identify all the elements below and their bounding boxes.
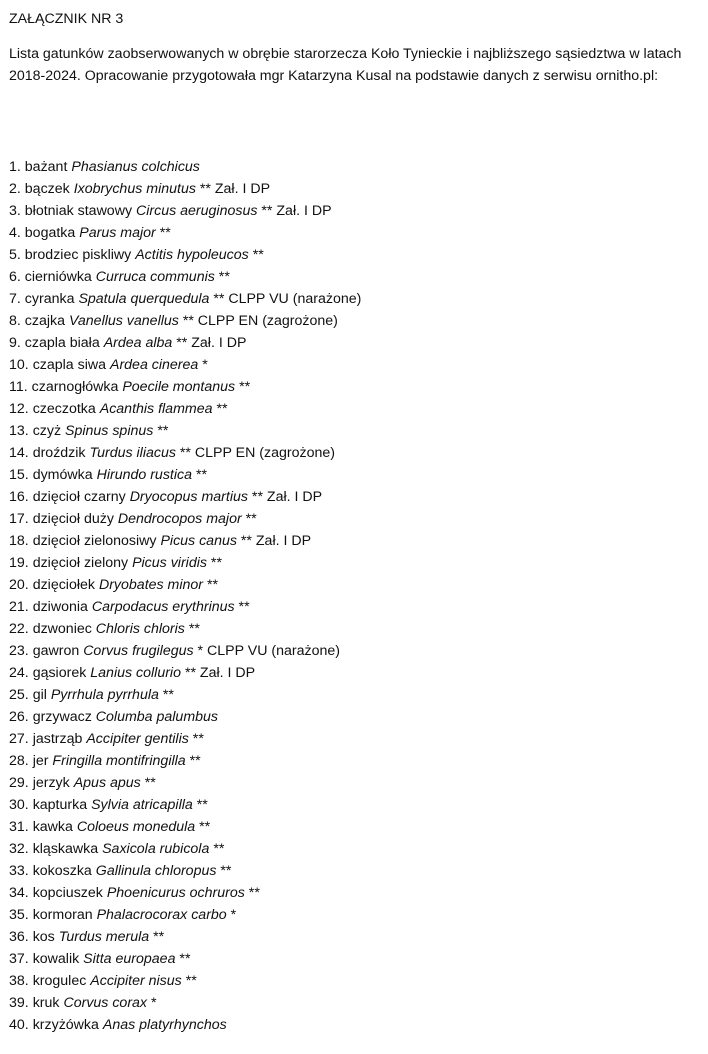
species-number: 30. xyxy=(9,797,29,813)
species-protection-note: ** xyxy=(159,225,171,241)
species-number: 13. xyxy=(9,423,29,439)
species-polish-name: kopciuszek xyxy=(32,885,103,901)
species-item xyxy=(9,244,361,266)
species-number: 5. xyxy=(9,247,21,263)
species-protection-note: ** xyxy=(218,269,230,285)
species-polish-name: kormoran xyxy=(32,907,93,923)
species-latin-name: Dendrocopos major xyxy=(117,511,242,527)
species-item xyxy=(9,772,361,794)
species-protection-note: ** xyxy=(195,467,207,483)
species-polish-name: kląskawka xyxy=(32,841,99,857)
species-latin-name: Accipiter gentilis xyxy=(86,731,189,747)
species-protection-note: ** Zał. I DP xyxy=(240,533,312,549)
species-number: 6. xyxy=(9,269,21,285)
species-polish-name: kos xyxy=(32,929,55,945)
species-polish-name: gawron xyxy=(32,643,80,659)
species-number: 18. xyxy=(9,533,29,549)
species-number: 38. xyxy=(9,973,29,989)
species-latin-name: Turdus iliacus xyxy=(89,445,176,461)
species-number: 3. xyxy=(9,203,21,219)
species-latin-name: Coloeus monedula xyxy=(76,819,196,835)
species-protection-note: ** xyxy=(210,555,222,571)
species-protection-note: ** xyxy=(192,731,204,747)
species-latin-name: Dryobates minor xyxy=(98,577,204,593)
species-number: 31. xyxy=(9,819,29,835)
species-item xyxy=(9,882,361,904)
species-number: 15. xyxy=(9,467,29,483)
species-item xyxy=(9,442,361,464)
species-number: 9. xyxy=(9,335,21,351)
species-latin-name: Spinus spinus xyxy=(65,423,154,439)
species-item xyxy=(9,156,361,178)
species-protection-note: ** xyxy=(185,973,197,989)
species-latin-name: Apus apus xyxy=(73,775,141,791)
species-latin-name: Phasianus colchicus xyxy=(71,159,200,175)
species-polish-name: jer xyxy=(32,753,49,769)
species-latin-name: Ardea cinerea xyxy=(109,357,199,373)
species-protection-note: ** xyxy=(153,929,165,945)
species-latin-name: Corvus corax xyxy=(63,995,148,1011)
appendix-heading: ZAŁĄCZNIK NR 3 xyxy=(9,11,124,27)
species-polish-name: brodziec piskliwy xyxy=(24,247,132,263)
species-polish-name: krogulec xyxy=(32,973,87,989)
species-item xyxy=(9,596,361,618)
species-item xyxy=(9,508,361,530)
species-latin-name: Columba palumbus xyxy=(95,709,219,725)
species-protection-note: ** xyxy=(248,885,260,901)
species-latin-name: Fringilla montifringilla xyxy=(52,753,186,769)
species-latin-name: Sitta europaea xyxy=(83,951,176,967)
species-item xyxy=(9,794,361,816)
species-item xyxy=(9,838,361,860)
species-number: 26. xyxy=(9,709,29,725)
species-protection-note: ** xyxy=(213,841,225,857)
species-number: 17. xyxy=(9,511,29,527)
species-protection-note: ** xyxy=(239,379,251,395)
species-latin-name: Curruca communis xyxy=(95,269,215,285)
species-polish-name: gil xyxy=(32,687,47,703)
species-polish-name: dzięcioł duży xyxy=(32,511,114,527)
species-item xyxy=(9,926,361,948)
species-number: 24. xyxy=(9,665,29,681)
species-polish-name: bączek xyxy=(24,181,70,197)
species-latin-name: Ixobrychus minutus xyxy=(73,181,196,197)
species-number: 10. xyxy=(9,357,29,373)
species-item xyxy=(9,288,361,310)
species-protection-note: * xyxy=(202,357,208,373)
species-number: 35. xyxy=(9,907,29,923)
species-number: 8. xyxy=(9,313,21,329)
species-protection-note: ** Zał. I DP xyxy=(251,489,323,505)
species-item xyxy=(9,376,361,398)
species-protection-note: ** xyxy=(207,577,219,593)
species-protection-note: ** xyxy=(199,819,211,835)
species-latin-name: Vanellus vanellus xyxy=(68,313,179,329)
species-polish-name: kowalik xyxy=(32,951,80,967)
species-number: 1. xyxy=(9,159,21,175)
species-item xyxy=(9,706,361,728)
species-number: 2. xyxy=(9,181,21,197)
species-polish-name: czyż xyxy=(32,423,62,439)
species-item xyxy=(9,398,361,420)
species-protection-note: ** CLPP EN (zagrożone) xyxy=(182,313,338,329)
species-polish-name: dziwonia xyxy=(32,599,88,615)
species-polish-name: dzięciołek xyxy=(32,577,95,593)
species-item xyxy=(9,728,361,750)
species-number: 29. xyxy=(9,775,29,791)
intro-paragraph: Lista gatunków zaobserwowanych w obrębie starorzecza Koło Tynieckie i najbliższego sąsiedztwa w latach 2018-2024. Opracowanie przygotowała mgr Katarzyna Kusal na podstawie danych z serwisu ornitho.pl: xyxy=(9,46,682,84)
species-latin-name: Turdus merula xyxy=(58,929,150,945)
species-protection-note: ** CLPP EN (zagrożone) xyxy=(179,445,335,461)
species-polish-name: bażant xyxy=(24,159,68,175)
species-item xyxy=(9,420,361,442)
species-latin-name: Spatula querquedula xyxy=(78,291,210,307)
species-protection-note: ** xyxy=(238,599,250,615)
species-number: 19. xyxy=(9,555,29,571)
species-item xyxy=(9,530,361,552)
species-item xyxy=(9,354,361,376)
species-item xyxy=(9,266,361,288)
species-number: 21. xyxy=(9,599,29,615)
species-polish-name: bogatka xyxy=(24,225,76,241)
species-polish-name: czarnogłówka xyxy=(31,379,119,395)
species-item xyxy=(9,948,361,970)
species-latin-name: Accipiter nisus xyxy=(90,973,182,989)
species-polish-name: dzięcioł zielonosiwy xyxy=(32,533,157,549)
species-item xyxy=(9,552,361,574)
species-polish-name: błotniak stawowy xyxy=(24,203,133,219)
species-polish-name: dzwoniec xyxy=(32,621,92,637)
species-item xyxy=(9,1014,361,1036)
species-number: 23. xyxy=(9,643,29,659)
species-polish-name: jastrząb xyxy=(32,731,83,747)
species-protection-note: ** xyxy=(179,951,191,967)
species-item xyxy=(9,816,361,838)
species-number: 33. xyxy=(9,863,29,879)
species-latin-name: Anas platyrhynchos xyxy=(102,1017,227,1033)
species-item xyxy=(9,662,361,684)
species-polish-name: dzięcioł czarny xyxy=(32,489,126,505)
species-protection-note: ** xyxy=(216,401,228,417)
species-protection-note: ** xyxy=(220,863,232,879)
species-polish-name: droździk xyxy=(32,445,86,461)
species-latin-name: Circus aeruginosus xyxy=(136,203,258,219)
species-latin-name: Dryocopus martius xyxy=(129,489,248,505)
species-item xyxy=(9,200,361,222)
species-latin-name: Hirundo rustica xyxy=(96,467,192,483)
species-number: 34. xyxy=(9,885,29,901)
species-number: 4. xyxy=(9,225,21,241)
species-polish-name: cierniówka xyxy=(24,269,92,285)
species-polish-name: kokoszka xyxy=(32,863,92,879)
species-number: 36. xyxy=(9,929,29,945)
species-item xyxy=(9,684,361,706)
species-item xyxy=(9,992,361,1014)
species-protection-note: ** Zał. I DP xyxy=(261,203,332,219)
species-number: 14. xyxy=(9,445,29,461)
species-item xyxy=(9,970,361,992)
species-latin-name: Chloris chloris xyxy=(95,621,185,637)
species-number: 12. xyxy=(9,401,29,417)
species-polish-name: kawka xyxy=(32,819,73,835)
species-item xyxy=(9,222,361,244)
species-protection-note: ** xyxy=(162,687,174,703)
species-item xyxy=(9,640,361,662)
species-protection-note: ** Zał. I DP xyxy=(199,181,271,197)
species-polish-name: krzyżówka xyxy=(32,1017,99,1033)
species-number: 40. xyxy=(9,1017,29,1033)
species-item xyxy=(9,574,361,596)
species-number: 27. xyxy=(9,731,29,747)
species-polish-name: czajka xyxy=(24,313,66,329)
species-item xyxy=(9,904,361,926)
species-protection-note: ** Zał. I DP xyxy=(176,335,247,351)
species-item xyxy=(9,618,361,640)
species-polish-name: gąsiorek xyxy=(32,665,87,681)
species-latin-name: Poecile montanus xyxy=(122,379,236,395)
species-item xyxy=(9,750,361,772)
species-item xyxy=(9,464,361,486)
species-number: 22. xyxy=(9,621,29,637)
species-polish-name: czeczotka xyxy=(32,401,96,417)
species-polish-name: grzywacz xyxy=(32,709,92,725)
species-number: 37. xyxy=(9,951,29,967)
species-latin-name: Pyrrhula pyrrhula xyxy=(50,687,159,703)
species-number: 25. xyxy=(9,687,29,703)
species-latin-name: Sylvia atricapilla xyxy=(91,797,193,813)
species-list xyxy=(9,156,361,1036)
species-latin-name: Picus canus xyxy=(160,533,237,549)
species-item xyxy=(9,332,361,354)
species-protection-note: ** xyxy=(157,423,169,439)
species-polish-name: czapla biała xyxy=(24,335,100,351)
species-protection-note: ** xyxy=(188,621,200,637)
species-protection-note: ** xyxy=(196,797,208,813)
species-latin-name: Lanius collurio xyxy=(90,665,181,681)
species-protection-note: ** Zał. I DP xyxy=(184,665,256,681)
species-polish-name: cyranka xyxy=(24,291,75,307)
species-item xyxy=(9,860,361,882)
species-polish-name: jerzyk xyxy=(32,775,70,791)
species-number: 20. xyxy=(9,577,29,593)
species-latin-name: Phalacrocorax carbo xyxy=(96,907,227,923)
species-latin-name: Saxicola rubicola xyxy=(102,841,210,857)
species-number: 39. xyxy=(9,995,29,1011)
species-polish-name: kapturka xyxy=(32,797,88,813)
species-latin-name: Gallinula chloropus xyxy=(95,863,217,879)
species-number: 11. xyxy=(9,379,28,395)
species-polish-name: czapla siwa xyxy=(32,357,107,373)
species-number: 32. xyxy=(9,841,29,857)
species-item xyxy=(9,310,361,332)
species-latin-name: Parus major xyxy=(79,225,156,241)
species-protection-note: ** CLPP VU (narażone) xyxy=(213,291,362,307)
species-polish-name: dzięcioł zielony xyxy=(32,555,129,571)
species-latin-name: Acanthis flammea xyxy=(99,401,213,417)
species-protection-note: ** xyxy=(252,247,264,263)
species-number: 28. xyxy=(9,753,29,769)
species-latin-name: Carpodacus erythrinus xyxy=(91,599,235,615)
species-polish-name: kruk xyxy=(32,995,60,1011)
species-number: 7. xyxy=(9,291,21,307)
species-latin-name: Corvus frugilegus xyxy=(83,643,194,659)
species-protection-note: ** xyxy=(144,775,156,791)
species-latin-name: Actitis hypoleucos xyxy=(135,247,249,263)
species-item xyxy=(9,486,361,508)
species-latin-name: Ardea alba xyxy=(103,335,173,351)
species-protection-note: ** xyxy=(245,511,257,527)
species-protection-note: * xyxy=(230,907,237,923)
species-item xyxy=(9,178,361,200)
species-latin-name: Phoenicurus ochruros xyxy=(106,885,245,901)
species-protection-note: ** xyxy=(189,753,201,769)
species-polish-name: dymówka xyxy=(32,467,93,483)
species-protection-note: * CLPP VU (narażone) xyxy=(197,643,341,659)
species-protection-note: * xyxy=(150,995,157,1011)
species-number: 16. xyxy=(9,489,29,505)
species-latin-name: Picus viridis xyxy=(132,555,207,571)
